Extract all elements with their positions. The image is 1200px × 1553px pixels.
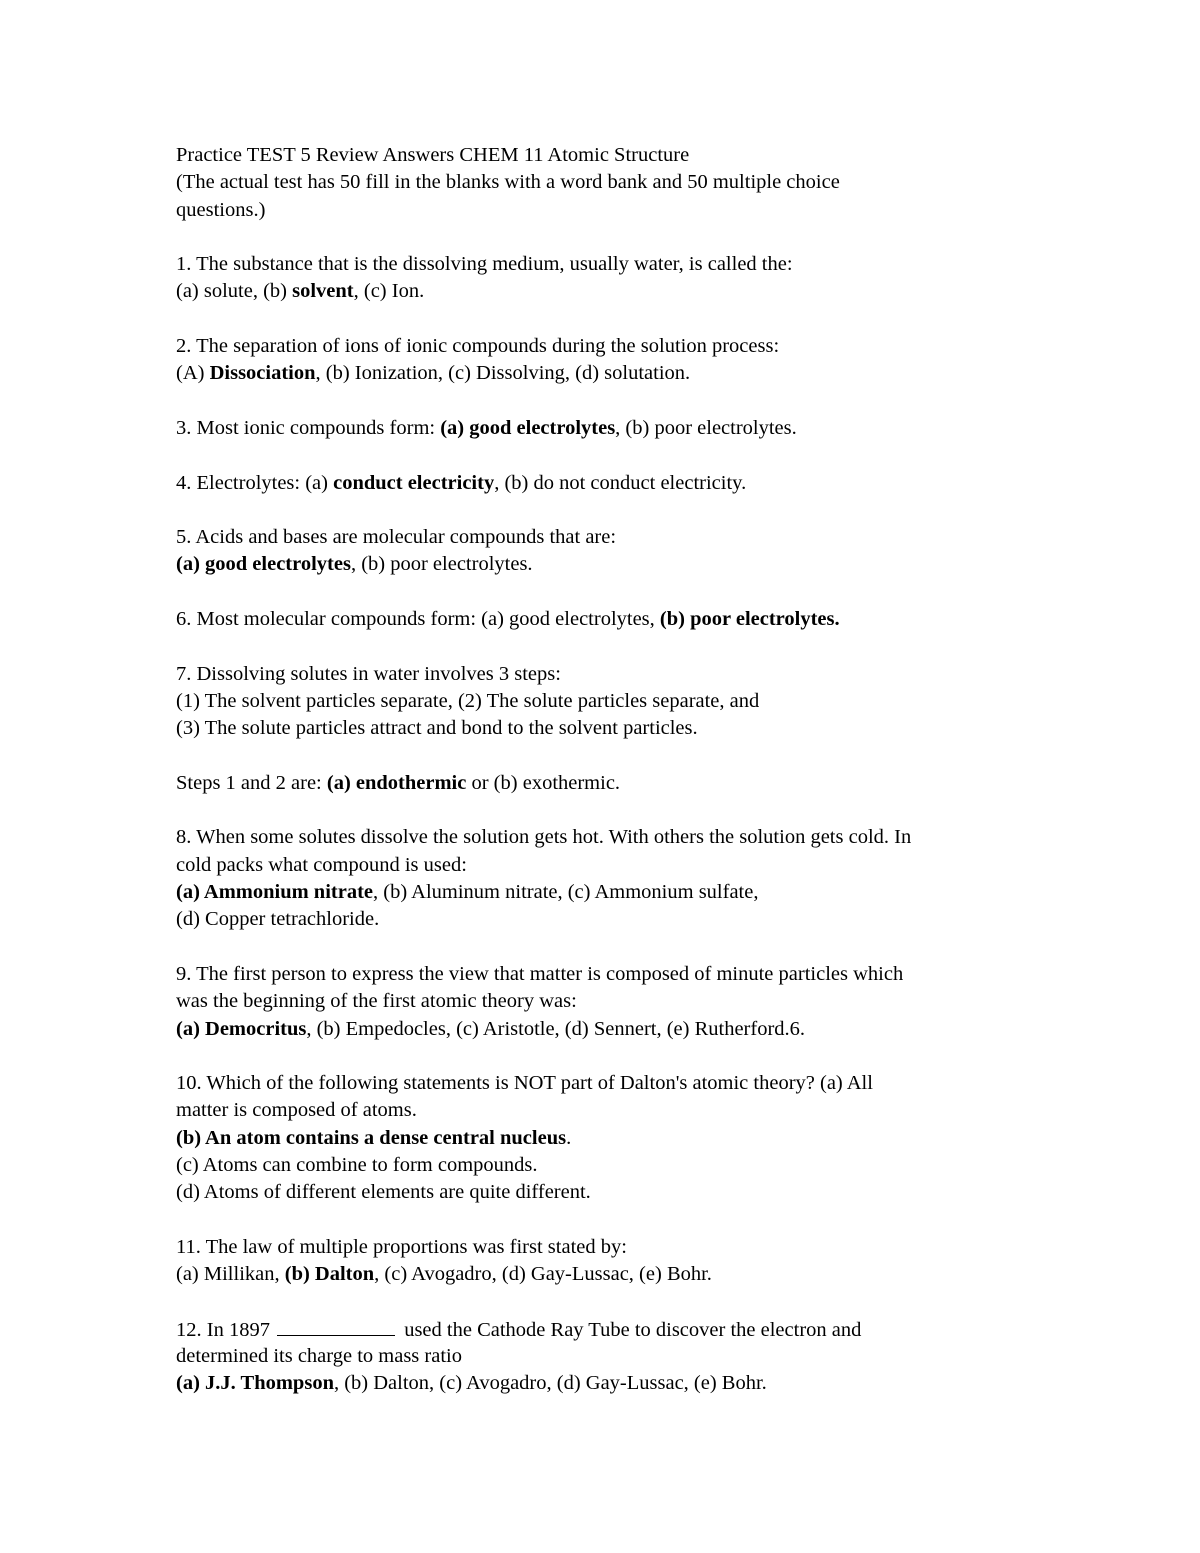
question-1-stem: 1. The substance that is the dissolving medium, usually water, is called the: bbox=[176, 253, 793, 276]
question-7-stem: 7. Dissolving solutes in water involves 3 steps: bbox=[176, 662, 561, 685]
document-title: Practice TEST 5 Review Answers CHEM 11 Atomic Structure bbox=[176, 144, 690, 166]
question-7-steps: Steps 1 and 2 are: (a) endothermic or (b) exothermic. bbox=[176, 771, 621, 794]
intro-note-line-2: questions.) bbox=[176, 198, 266, 221]
question-11-answer: (b) Dalton bbox=[284, 1263, 375, 1286]
question-1-answer: solvent bbox=[292, 280, 354, 303]
question-6: 6. Most molecular compounds form: (a) good electrolytes, (b) poor electrolytes. bbox=[176, 608, 840, 631]
question-3: 3. Most ionic compounds form: (a) good electrolytes, (b) poor electrolytes. bbox=[176, 416, 797, 439]
question-3-answer: (a) good electrolytes bbox=[440, 416, 616, 439]
question-9-line-1: 9. The first person to express the view that matter is composed of minute particles which bbox=[176, 962, 904, 985]
question-5-stem: 5. Acids and bases are molecular compounds that are: bbox=[176, 526, 617, 549]
question-8-line-2: cold packs what compound is used: bbox=[176, 853, 467, 876]
question-10-answer: (b) An atom contains a dense central nucleus bbox=[176, 1126, 567, 1149]
question-9-answer: (a) Democritus bbox=[176, 1017, 307, 1040]
question-2-options: (A) Dissociation, (b) Ionization, (c) Dissolving, (d) solutation. bbox=[176, 362, 691, 385]
question-8-line-1: 8. When some solutes dissolve the solution gets hot. With others the solution gets cold. In bbox=[176, 826, 912, 849]
question-7-line-2: (1) The solvent particles separate, (2) The solute particles separate, and bbox=[176, 689, 760, 712]
question-12-answer: (a) J.J. Thompson bbox=[176, 1372, 334, 1395]
question-10-line-4: (c) Atoms can combine to form compounds. bbox=[176, 1153, 538, 1176]
question-10-line-5: (d) Atoms of different elements are quite different. bbox=[176, 1181, 591, 1204]
question-8-options: (a) Ammonium nitrate, (b) Aluminum nitrate, (c) Ammonium sulfate, bbox=[176, 881, 759, 904]
question-1-options: (a) solute, (b) solvent, (c) Ion. bbox=[176, 280, 425, 303]
question-11-options: (a) Millikan, (b) Dalton, (c) Avogadro, (d) Gay-Lussac, (e) Bohr. bbox=[176, 1263, 712, 1286]
question-4-answer: conduct electricity bbox=[333, 471, 495, 494]
question-11-stem: 11. The law of multiple proportions was first stated by: bbox=[176, 1235, 627, 1258]
question-12-line-1: 12. In 1897 used the Cathode Ray Tube to discover the electron and bbox=[176, 1316, 1036, 1343]
question-12-options: (a) J.J. Thompson, (b) Dalton, (c) Avogadro, (d) Gay-Lussac, (e) Bohr. bbox=[176, 1372, 767, 1395]
question-6-answer: (b) poor electrolytes. bbox=[659, 608, 840, 631]
question-8-line-4: (d) Copper tetrachloride. bbox=[176, 908, 380, 931]
fill-in-blank bbox=[277, 1316, 395, 1336]
question-5-answer: (a) good electrolytes bbox=[176, 553, 351, 576]
question-7-answer: (a) endothermic bbox=[326, 771, 467, 794]
question-10-line-2: matter is composed of atoms. bbox=[176, 1099, 417, 1122]
question-12-line-2: determined its charge to mass ratio bbox=[176, 1345, 462, 1368]
question-10-answer-line: (b) An atom contains a dense central nucleus. bbox=[176, 1126, 572, 1149]
question-2-answer: Dissociation bbox=[209, 362, 316, 385]
question-8-answer: (a) Ammonium nitrate bbox=[176, 881, 374, 904]
question-9-options: (a) Democritus, (b) Empedocles, (c) Aristotle, (d) Sennert, (e) Rutherford.6. bbox=[176, 1017, 806, 1040]
question-4: 4. Electrolytes: (a) conduct electricity, (b) do not conduct electricity. bbox=[176, 471, 747, 494]
question-10-line-1: 10. Which of the following statements is NOT part of Dalton's atomic theory? (a) All bbox=[176, 1072, 873, 1095]
document-page bbox=[176, 142, 1036, 1398]
intro-note-line-1: (The actual test has 50 fill in the blanks with a word bank and 50 multiple choice bbox=[176, 171, 840, 194]
question-2-stem: 2. The separation of ions of ionic compounds during the solution process: bbox=[176, 335, 780, 358]
question-5-options: (a) good electrolytes, (b) poor electrolytes. bbox=[176, 553, 533, 576]
question-9-line-2: was the beginning of the first atomic theory was: bbox=[176, 990, 577, 1013]
question-7-line-3: (3) The solute particles attract and bond to the solvent particles. bbox=[176, 717, 698, 740]
